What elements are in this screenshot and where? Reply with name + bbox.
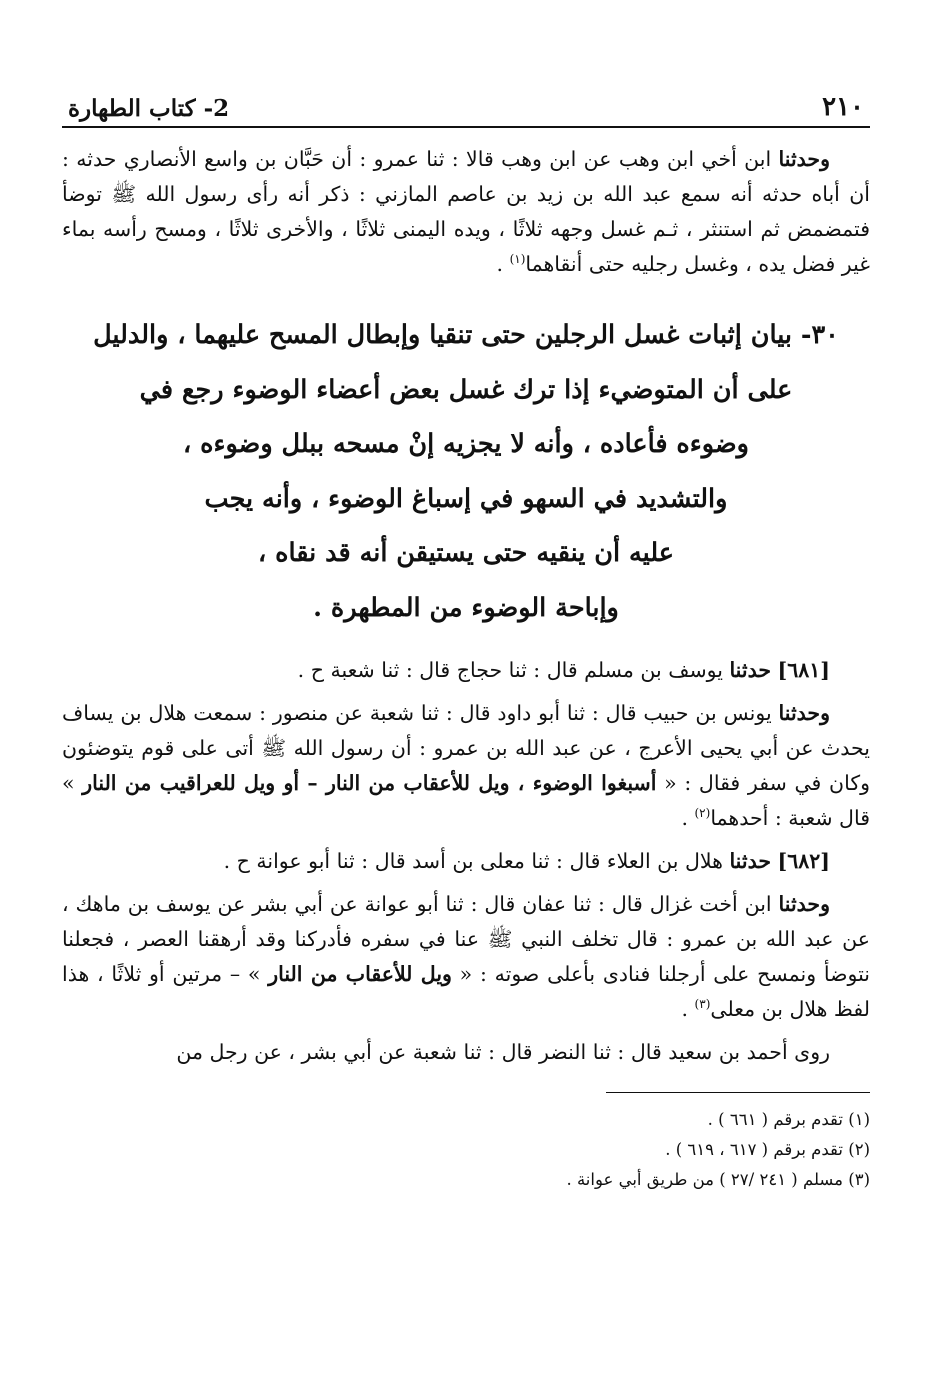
hadith-lead: حدثنا (729, 658, 772, 682)
book-title: 2- كتاب الطهارة (68, 95, 230, 122)
chapter-heading-line: ٣٠- بيان إثبات غسل الرجلين حتى تنقيا وإبطال المسح عليهما ، والدليل (93, 320, 839, 350)
footnote-ref-2[interactable]: (٢) (694, 806, 711, 821)
footnote-divider (606, 1092, 870, 1093)
prophetic-quote: أسبغوا الوضوء ، ويل للأعقاب من النار – أو ويل للعراقيب من النار (82, 771, 657, 795)
continuation-paragraph (62, 1035, 870, 1070)
hadith-text: » قال شعبة : أحدهما (62, 771, 870, 830)
hadith-text: يوسف بن مسلم قال : ثنا حجاج قال : ثنا شعبة ح . (297, 658, 730, 682)
hadith-lead: حدثنا (729, 849, 772, 873)
footnote-3: (٣) مسلم ( ٢٤١ /٢٧ ) من طريق أبي عوانة . (566, 1170, 870, 1189)
chapter-heading-line: عليه أن ينقيه حتى يستيقن أنه قد نقاه ، (258, 538, 674, 568)
hadith-681 (62, 653, 870, 688)
chapter-heading-line: والتشديد في السهو في إسباغ الوضوء ، وأنه يجب (204, 483, 728, 514)
footnote-1: (١) تقدم برقم ( ٦٦١ ) . (707, 1110, 870, 1129)
chapter-heading (62, 308, 870, 635)
hadith-text: ابن أخت غزال قال : ثنا عفان قال : ثنا أبو عوانة عن أبي بشر عن يوسف بن ماهك ، عن عبد الله بن عمرو : قال تخلف النبي ﷺ عنا في سفره فأدركنا وقد أرهقنا العصر ، فجعلنا نتوضأ ونمسح على أرجلنا فنادى بأعلى صوته : « (62, 892, 870, 986)
footnote-2: (٢) تقدم برقم ( ٦١٧ ، ٦١٩ ) . (665, 1140, 870, 1159)
intro-end: . (496, 252, 510, 276)
hadith-lead: وحدثنا (778, 701, 831, 725)
hadith-lead: وحدثنا (778, 892, 830, 916)
footnote-ref-3[interactable]: (٣) (694, 997, 711, 1012)
hadith-text: هلال بن العلاء قال : ثنا معلى بن أسد قال : ثنا أبو عوانة ح . (223, 849, 730, 873)
intro-paragraph (62, 142, 870, 282)
chapter-heading-line: وضوءه فأعاده ، وأنه لا يجزيه إنْ مسحه ببلل وضوءه ، (183, 429, 749, 459)
prophetic-quote: ويل للأعقاب من النار (268, 962, 452, 986)
hadith-682-second-chain (62, 887, 870, 1027)
footnote-ref-1[interactable]: (١) (509, 252, 526, 267)
hadith-number: [٦٨٢] (777, 849, 830, 873)
hadith-682 (62, 844, 870, 879)
page-header (62, 78, 870, 128)
hadith-681-second-chain (62, 696, 870, 836)
footnotes (62, 1105, 870, 1195)
hadith-end: . (681, 997, 695, 1021)
intro-text: ابن أخي ابن وهب عن ابن وهب قالا : ثنا عمرو : أن حَبَّان بن واسع الأنصاري حدثه : أن أباه حدثه أنه سمع عبد الله بن زيد بن عاصم المازني : ذكر أنه رأى رسول الله ﷺ توضأ فتمضمض ثم استنثر ، ثـم غسل وجهه ثلاثًا ، ويده اليمنى ثلاثًا ، والأخرى ثلاثًا ، ومسح رأسه بماء غير فضل يده ، وغسل رجليه حتى أنقاهما (62, 147, 870, 276)
hadith-text: يونس بن حبيب قال : ثنا أبو داود قال : ثنا شعبة عن منصور : سمعت هلال بن يساف يحدث عن أبي يحيى الأعرج ، عن عبد الله بن عمرو : أن رسول الله ﷺ أتى على قوم يتوضئون وكان في سفر فقال : « (62, 701, 870, 795)
page-number: ٢١٠ (822, 92, 864, 122)
book-page (62, 78, 870, 1195)
continuation-text: روى أحمد بن سعيد قال : ثنا النضر قال : ثنا شعبة عن أبي بشر ، عن رجل من (176, 1040, 830, 1064)
hadith-end: . (681, 806, 695, 830)
chapter-heading-line: وإباحة الوضوء من المطهرة . (313, 592, 619, 623)
chapter-heading-line: على أن المتوضيء إذا ترك غسل بعض أعضاء الوضوء رجع في (139, 374, 793, 405)
hadith-number: [٦٨١] (777, 658, 830, 682)
intro-lead: وحدثنا (778, 147, 830, 171)
hadith-text: » – مرتين أو ثلاثًا ، هذا لفظ هلال بن معلى (62, 962, 870, 1021)
